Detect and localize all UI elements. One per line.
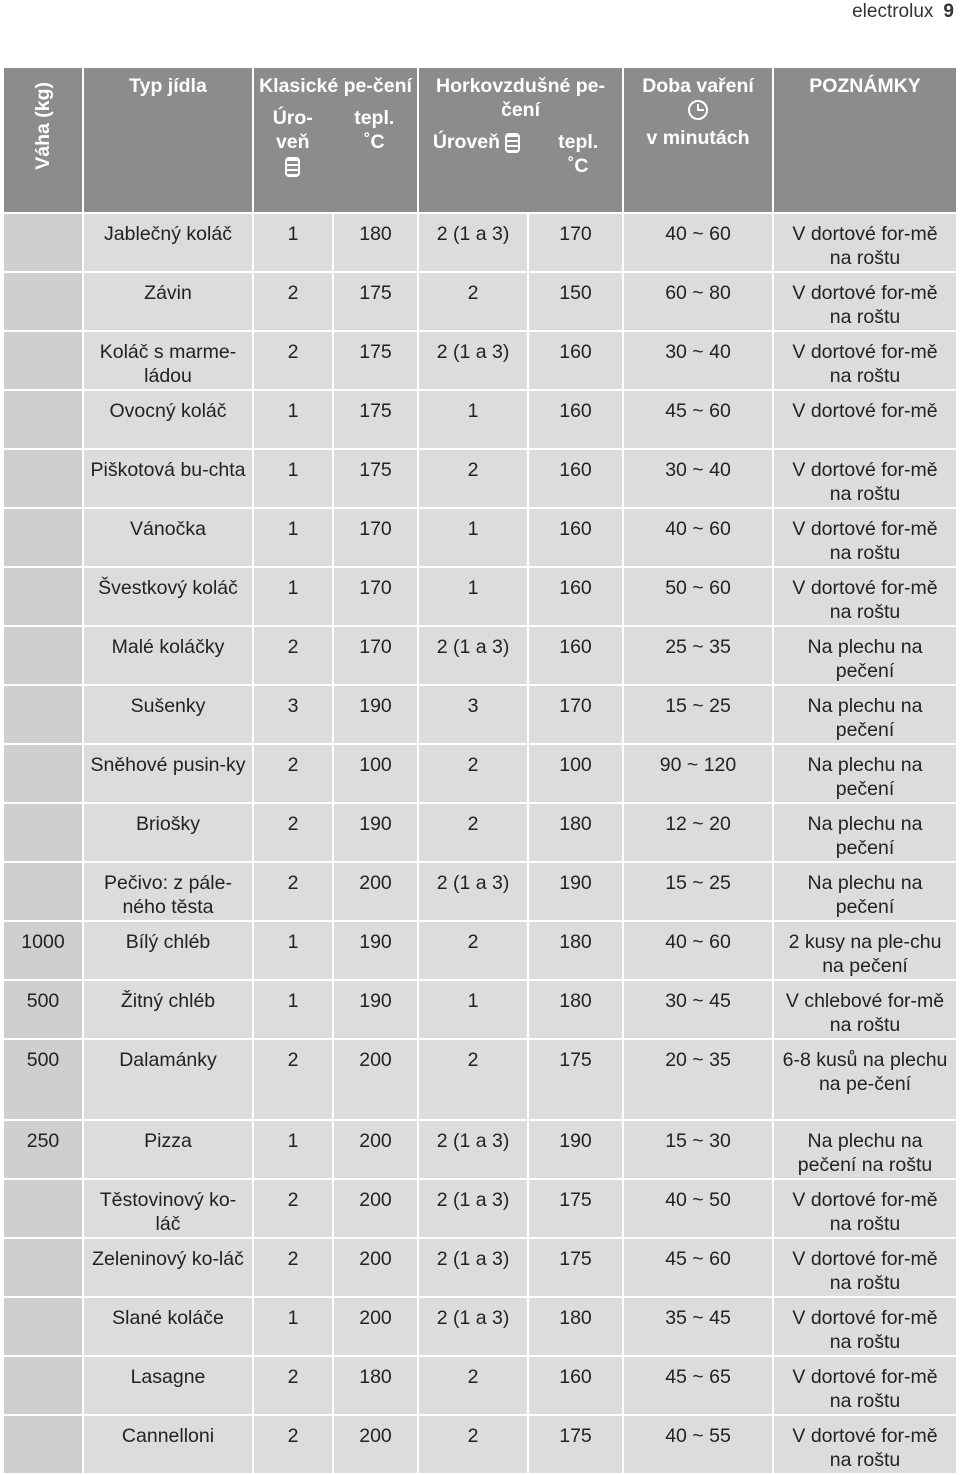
cell-time: 45 ~ 65 — [624, 1357, 774, 1416]
header-food-type: Typ jídla — [84, 68, 254, 214]
header-weight: Váha (kg) — [4, 68, 84, 214]
cell-time: 40 ~ 50 — [624, 1180, 774, 1239]
cell-fan-level: 2 — [419, 804, 529, 863]
cell-time: 20 ~ 35 — [624, 1040, 774, 1121]
table-row — [4, 273, 958, 332]
cell-notes: V dortové for-mě — [774, 391, 958, 450]
cell-conv-temp: 200 — [334, 1239, 419, 1298]
page-header — [852, 0, 960, 26]
cell-notes: V dortové for-mě na roštu — [774, 1298, 958, 1357]
table-row — [4, 863, 958, 922]
cell-conv-temp: 190 — [334, 922, 419, 981]
cell-notes: V dortové for-mě na roštu — [774, 332, 958, 391]
cell-fan-temp: 160 — [529, 509, 624, 568]
cell-conv-level: 1 — [254, 1121, 334, 1180]
cell-weight: 250 — [4, 1121, 84, 1180]
cell-fan-temp: 180 — [529, 1298, 624, 1357]
cell-food-type: Briošky — [84, 804, 254, 863]
cell-weight: 500 — [4, 981, 84, 1040]
cell-food-type: Závin — [84, 273, 254, 332]
cell-food-type: Dalamánky — [84, 1040, 254, 1121]
table-row — [4, 214, 958, 273]
cell-food-type: Piškotová bu-chta — [84, 450, 254, 509]
cell-food-type: Cannelloni — [84, 1416, 254, 1475]
table-row — [4, 745, 958, 804]
cell-conv-level: 1 — [254, 509, 334, 568]
cell-conv-level: 2 — [254, 1239, 334, 1298]
cell-notes: V dortové for-mě na roštu — [774, 1239, 958, 1298]
header-conventional: Klasické pe-čení Úro-veň tepl. ˚C — [254, 68, 419, 214]
cell-food-type: Lasagne — [84, 1357, 254, 1416]
cell-time: 15 ~ 25 — [624, 863, 774, 922]
cell-time: 90 ~ 120 — [624, 745, 774, 804]
cell-fan-level: 1 — [419, 568, 529, 627]
cell-conv-level: 3 — [254, 686, 334, 745]
cell-notes: V dortové for-mě na roštu — [774, 1180, 958, 1239]
cell-fan-temp: 100 — [529, 745, 624, 804]
cell-food-type: Ovocný koláč — [84, 391, 254, 450]
cell-time: 45 ~ 60 — [624, 391, 774, 450]
cell-conv-level: 1 — [254, 391, 334, 450]
table-row — [4, 804, 958, 863]
cell-conv-temp: 175 — [334, 391, 419, 450]
cell-conv-level: 2 — [254, 1180, 334, 1239]
cell-weight — [4, 450, 84, 509]
cell-conv-temp: 200 — [334, 1040, 419, 1121]
cell-weight — [4, 686, 84, 745]
cell-weight — [4, 273, 84, 332]
cell-fan-temp: 160 — [529, 450, 624, 509]
cell-weight — [4, 568, 84, 627]
cell-conv-level: 2 — [254, 863, 334, 922]
cell-notes: V dortové for-mě na roštu — [774, 1416, 958, 1475]
cell-notes: Na plechu na pečení — [774, 686, 958, 745]
cell-fan-level: 2 (1 a 3) — [419, 332, 529, 391]
header-fan: Horkovzdušné pe-čení Úroveň tepl. ˚C — [419, 68, 624, 214]
cell-conv-level: 2 — [254, 273, 334, 332]
cell-fan-level: 1 — [419, 981, 529, 1040]
cell-food-type: Těstovinový ko-láč — [84, 1180, 254, 1239]
cell-fan-temp: 175 — [529, 1416, 624, 1475]
table-row — [4, 1180, 958, 1239]
table-row — [4, 568, 958, 627]
cell-weight — [4, 1180, 84, 1239]
cell-time: 40 ~ 60 — [624, 214, 774, 273]
cell-notes: 2 kusy na ple-chu na pečení — [774, 922, 958, 981]
table-row — [4, 1040, 958, 1121]
cell-conv-level: 1 — [254, 450, 334, 509]
cell-fan-level: 2 — [419, 273, 529, 332]
cell-fan-temp: 190 — [529, 863, 624, 922]
cell-notes: 6-8 kusů na plechu na pe-čení — [774, 1040, 958, 1121]
header-time: Doba vaření v minutách — [624, 68, 774, 214]
cell-fan-temp: 170 — [529, 214, 624, 273]
cell-time: 40 ~ 60 — [624, 509, 774, 568]
cell-fan-level: 1 — [419, 391, 529, 450]
cell-fan-level: 2 — [419, 745, 529, 804]
header-notes: POZNÁMKY — [774, 68, 958, 214]
cell-conv-level: 1 — [254, 568, 334, 627]
cell-notes: Na plechu na pečení — [774, 627, 958, 686]
cell-food-type: Bílý chléb — [84, 922, 254, 981]
cell-notes: Na plechu na pečení na roštu — [774, 1121, 958, 1180]
cell-food-type: Švestkový koláč — [84, 568, 254, 627]
table-row — [4, 332, 958, 391]
cell-conv-level: 2 — [254, 1040, 334, 1121]
cell-notes: V dortové for-mě na roštu — [774, 273, 958, 332]
cell-fan-level: 2 (1 a 3) — [419, 863, 529, 922]
cell-time: 30 ~ 40 — [624, 332, 774, 391]
cell-time: 25 ~ 35 — [624, 627, 774, 686]
brand-name: electrolux — [852, 1, 934, 22]
cell-weight — [4, 804, 84, 863]
cell-conv-temp: 175 — [334, 273, 419, 332]
shelf-level-icon — [505, 133, 520, 153]
cell-fan-temp: 180 — [529, 922, 624, 981]
cell-food-type: Slané koláče — [84, 1298, 254, 1357]
cell-food-type: Pizza — [84, 1121, 254, 1180]
baking-table — [4, 68, 958, 1475]
cell-conv-level: 1 — [254, 922, 334, 981]
cell-weight — [4, 509, 84, 568]
cell-time: 15 ~ 30 — [624, 1121, 774, 1180]
cell-weight — [4, 863, 84, 922]
cell-conv-level: 1 — [254, 1298, 334, 1357]
cell-weight — [4, 214, 84, 273]
table-row — [4, 1357, 958, 1416]
cell-fan-temp: 160 — [529, 627, 624, 686]
table-row — [4, 391, 958, 450]
cell-fan-level: 2 (1 a 3) — [419, 1180, 529, 1239]
cell-weight — [4, 391, 84, 450]
table-row — [4, 1121, 958, 1180]
cell-weight — [4, 1357, 84, 1416]
cell-food-type: Malé koláčky — [84, 627, 254, 686]
clock-icon — [688, 100, 708, 120]
cell-conv-temp: 180 — [334, 1357, 419, 1416]
cell-time: 30 ~ 45 — [624, 981, 774, 1040]
cell-fan-temp: 175 — [529, 1040, 624, 1121]
cell-fan-temp: 175 — [529, 1239, 624, 1298]
cell-conv-level: 1 — [254, 981, 334, 1040]
shelf-level-icon — [285, 157, 300, 177]
cell-fan-level: 2 — [419, 1416, 529, 1475]
header-fan-level: Úroveň — [432, 131, 501, 153]
cell-notes: Na plechu na pečení — [774, 804, 958, 863]
cell-fan-temp: 160 — [529, 391, 624, 450]
table-row — [4, 1298, 958, 1357]
cell-conv-temp: 170 — [334, 627, 419, 686]
cell-fan-temp: 180 — [529, 981, 624, 1040]
cell-conv-temp: 175 — [334, 332, 419, 391]
header-conv-level: Úro-veň — [272, 107, 313, 153]
cell-fan-temp: 170 — [529, 686, 624, 745]
table-row — [4, 1416, 958, 1475]
cell-fan-temp: 150 — [529, 273, 624, 332]
cell-food-type: Pečivo: z pále-ného těsta — [84, 863, 254, 922]
cell-conv-temp: 190 — [334, 981, 419, 1040]
cell-time: 40 ~ 60 — [624, 922, 774, 981]
table-row — [4, 922, 958, 981]
cell-fan-level: 2 — [419, 922, 529, 981]
cell-weight — [4, 745, 84, 804]
cell-conv-temp: 170 — [334, 509, 419, 568]
cell-food-type: Sušenky — [84, 686, 254, 745]
cell-fan-temp: 160 — [529, 332, 624, 391]
cell-conv-level: 1 — [254, 214, 334, 273]
cell-conv-temp: 190 — [334, 686, 419, 745]
header-fan-temp: tepl. ˚C — [558, 131, 599, 177]
cell-weight — [4, 627, 84, 686]
cell-fan-level: 2 (1 a 3) — [419, 627, 529, 686]
cell-conv-temp: 200 — [334, 863, 419, 922]
cell-conv-temp: 190 — [334, 804, 419, 863]
cell-time: 45 ~ 60 — [624, 1239, 774, 1298]
cell-notes: V dortové for-mě na roštu — [774, 1357, 958, 1416]
cell-time: 40 ~ 55 — [624, 1416, 774, 1475]
cell-conv-temp: 200 — [334, 1180, 419, 1239]
table-row — [4, 509, 958, 568]
cell-notes: V dortové for-mě na roštu — [774, 214, 958, 273]
table-row — [4, 686, 958, 745]
cell-food-type: Koláč s marme-ládou — [84, 332, 254, 391]
cell-conv-level: 2 — [254, 804, 334, 863]
cell-fan-level: 2 (1 a 3) — [419, 1298, 529, 1357]
cell-time: 50 ~ 60 — [624, 568, 774, 627]
cell-food-type: Sněhové pusin-ky — [84, 745, 254, 804]
header-conv-temp: tepl. ˚C — [354, 107, 395, 153]
cell-weight — [4, 332, 84, 391]
cell-conv-level: 2 — [254, 1416, 334, 1475]
cell-notes: V dortové for-mě na roštu — [774, 568, 958, 627]
cell-food-type: Žitný chléb — [84, 981, 254, 1040]
cell-fan-temp: 190 — [529, 1121, 624, 1180]
cell-fan-level: 2 — [419, 450, 529, 509]
table-row — [4, 450, 958, 509]
cell-weight — [4, 1239, 84, 1298]
cell-fan-level: 3 — [419, 686, 529, 745]
cell-food-type: Jablečný koláč — [84, 214, 254, 273]
cell-time: 15 ~ 25 — [624, 686, 774, 745]
table-row — [4, 627, 958, 686]
table-row — [4, 1239, 958, 1298]
cell-conv-temp: 175 — [334, 450, 419, 509]
cell-time: 35 ~ 45 — [624, 1298, 774, 1357]
cell-fan-temp: 175 — [529, 1180, 624, 1239]
cell-notes: V dortové for-mě na roštu — [774, 509, 958, 568]
cell-notes: V chlebové for-mě na roštu — [774, 981, 958, 1040]
cell-fan-temp: 180 — [529, 804, 624, 863]
cell-notes: V dortové for-mě na roštu — [774, 450, 958, 509]
cell-weight — [4, 1298, 84, 1357]
cell-conv-temp: 200 — [334, 1121, 419, 1180]
page-number: 9 — [943, 1, 954, 22]
cell-notes: Na plechu na pečení — [774, 863, 958, 922]
cell-conv-temp: 200 — [334, 1298, 419, 1357]
cell-fan-level: 2 (1 a 3) — [419, 1239, 529, 1298]
cell-food-type: Vánočka — [84, 509, 254, 568]
cell-fan-level: 2 — [419, 1040, 529, 1121]
cell-notes: Na plechu na pečení — [774, 745, 958, 804]
cell-time: 60 ~ 80 — [624, 273, 774, 332]
cell-food-type: Zeleninový ko-láč — [84, 1239, 254, 1298]
cell-weight: 1000 — [4, 922, 84, 981]
cell-fan-level: 1 — [419, 509, 529, 568]
table-header-row — [4, 68, 958, 214]
cell-fan-temp: 160 — [529, 1357, 624, 1416]
cell-conv-level: 2 — [254, 332, 334, 391]
cell-conv-temp: 180 — [334, 214, 419, 273]
cell-conv-level: 2 — [254, 745, 334, 804]
cell-weight: 500 — [4, 1040, 84, 1121]
cell-conv-level: 2 — [254, 627, 334, 686]
cell-conv-temp: 100 — [334, 745, 419, 804]
cell-fan-level: 2 — [419, 1357, 529, 1416]
cell-weight — [4, 1416, 84, 1475]
cell-conv-temp: 200 — [334, 1416, 419, 1475]
table-row — [4, 981, 958, 1040]
cell-fan-level: 2 (1 a 3) — [419, 1121, 529, 1180]
cell-fan-level: 2 (1 a 3) — [419, 214, 529, 273]
cell-fan-temp: 160 — [529, 568, 624, 627]
cell-conv-temp: 170 — [334, 568, 419, 627]
cell-time: 30 ~ 40 — [624, 450, 774, 509]
cell-conv-level: 2 — [254, 1357, 334, 1416]
cell-time: 12 ~ 20 — [624, 804, 774, 863]
